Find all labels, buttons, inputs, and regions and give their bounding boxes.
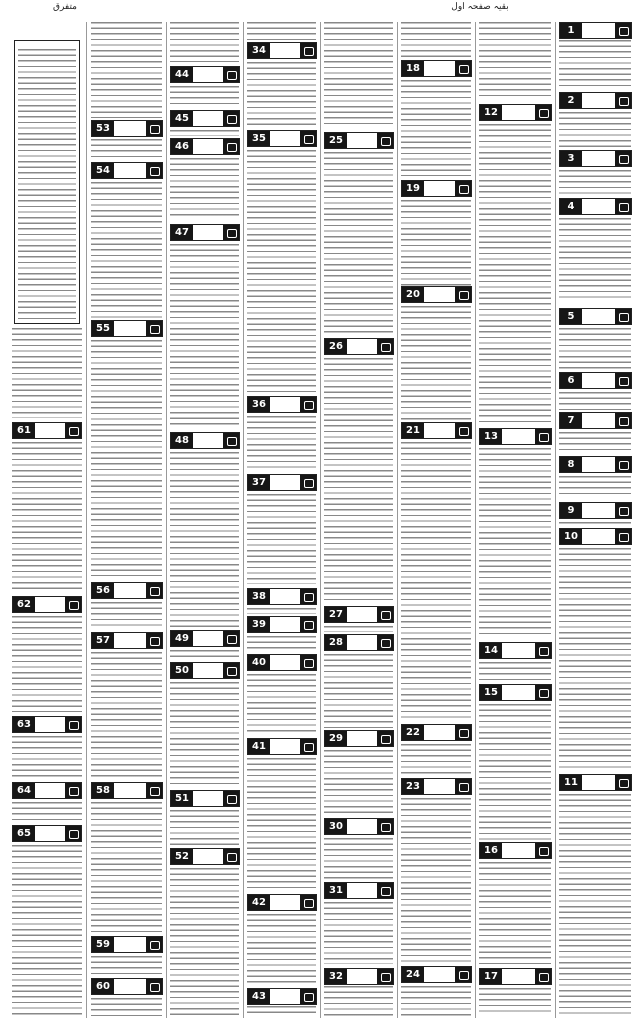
ad-number-badge [479, 428, 552, 445]
ad-number-badge [324, 606, 394, 623]
ad-number-badge [559, 456, 632, 473]
badge-icon [535, 105, 551, 120]
ad-number-badge [247, 894, 317, 911]
ad-number: 62 [13, 597, 35, 612]
badge-icon [455, 287, 471, 302]
badge-icon [300, 655, 316, 670]
column-rule [86, 22, 87, 1018]
badge-icon [223, 225, 239, 240]
ad-number-badge [170, 110, 240, 127]
badge-icon [146, 783, 162, 798]
ad-number: 37 [248, 475, 270, 490]
ad-number: 22 [402, 725, 424, 740]
article-text [12, 736, 82, 778]
article-text [170, 158, 239, 218]
ad-number: 64 [13, 783, 35, 798]
article-text [559, 392, 631, 410]
article-text [401, 798, 471, 964]
ad-number-badge [479, 104, 552, 121]
ad-number-badge [247, 588, 317, 605]
ad-number-badge [91, 782, 163, 799]
ad-number-badge [401, 778, 472, 795]
ad-number-badge [401, 180, 472, 197]
ad-number: 25 [325, 133, 347, 148]
ad-number-badge [91, 162, 163, 179]
ad-number: 60 [92, 979, 114, 994]
ad-number: 12 [480, 105, 502, 120]
ad-number-badge [479, 684, 552, 701]
article-text [559, 548, 631, 770]
column-4 [322, 22, 395, 1018]
ad-number-badge [247, 616, 317, 633]
article-text [479, 988, 551, 1016]
ad-number: 55 [92, 321, 114, 336]
article-text [91, 602, 162, 630]
ad-number-badge [559, 92, 632, 109]
ad-number-badge [170, 662, 240, 679]
ad-number-badge [559, 502, 632, 519]
column-rule [166, 22, 167, 1018]
article-text [91, 652, 162, 778]
ad-number: 54 [92, 163, 114, 178]
badge-icon [300, 739, 316, 754]
ad-number-badge [247, 396, 317, 413]
column-rule [243, 22, 244, 1018]
page-label-left: متفرق [52, 2, 78, 12]
column-rule [555, 22, 556, 1018]
ad-number: 23 [402, 779, 424, 794]
ad-number: 32 [325, 969, 347, 984]
badge-icon [377, 607, 393, 622]
ad-number-badge [324, 818, 394, 835]
article-text [559, 328, 631, 370]
article-text [18, 49, 76, 319]
ad-number: 36 [248, 397, 270, 412]
ad-number: 50 [171, 663, 193, 678]
article-text [401, 744, 471, 776]
article-text [170, 22, 239, 62]
ad-number-badge [247, 474, 317, 491]
ad-number: 16 [480, 843, 502, 858]
badge-icon [146, 163, 162, 178]
article-text [247, 758, 316, 890]
ad-number: 44 [171, 67, 193, 82]
article-text [247, 22, 316, 40]
ad-number-badge [559, 372, 632, 389]
article-text [12, 442, 82, 592]
badge-icon [223, 67, 239, 82]
article-text [324, 152, 393, 334]
ad-number-badge [247, 654, 317, 671]
column-7 [89, 22, 164, 1018]
article-text [170, 452, 239, 628]
badge-icon [300, 989, 316, 1004]
column-rule [320, 22, 321, 1018]
ad-number: 61 [13, 423, 35, 438]
ad-number: 40 [248, 655, 270, 670]
badge-icon [223, 433, 239, 448]
badge-icon [455, 61, 471, 76]
ad-number-badge [247, 988, 317, 1005]
article-text [170, 682, 239, 786]
article-text [170, 650, 239, 658]
ad-number: 58 [92, 783, 114, 798]
ad-number: 3 [560, 151, 582, 166]
ad-number-badge [91, 320, 163, 337]
ad-number-badge [559, 308, 632, 325]
article-text [479, 704, 551, 840]
badge-icon [146, 321, 162, 336]
badge-icon [615, 529, 631, 544]
ad-number-badge [12, 825, 82, 842]
article-text [91, 22, 162, 118]
ad-number-badge [170, 432, 240, 449]
ad-number-badge [401, 724, 472, 741]
article-text [170, 244, 239, 428]
badge-icon [615, 309, 631, 324]
ad-number: 41 [248, 739, 270, 754]
ad-number-badge [170, 66, 240, 83]
badge-icon [455, 725, 471, 740]
article-text [324, 358, 393, 604]
badge-icon [377, 731, 393, 746]
badge-icon [223, 139, 239, 154]
ad-number-badge [324, 634, 394, 651]
ad-number: 38 [248, 589, 270, 604]
ad-number-badge [559, 198, 632, 215]
ad-number-badge [559, 22, 632, 39]
ad-number: 51 [171, 791, 193, 806]
ad-number-badge [324, 730, 394, 747]
badge-icon [535, 843, 551, 858]
article-text [91, 998, 162, 1016]
badge-icon [146, 583, 162, 598]
article-text [559, 218, 631, 300]
badge-icon [300, 475, 316, 490]
ad-number: 10 [560, 529, 582, 544]
badge-icon [535, 685, 551, 700]
article-text [401, 442, 471, 722]
ad-number-badge [170, 138, 240, 155]
ad-number: 17 [480, 969, 502, 984]
badge-icon [223, 111, 239, 126]
badge-icon [223, 849, 239, 864]
article-text [170, 86, 239, 108]
article-text [479, 22, 551, 100]
badge-icon [223, 791, 239, 806]
article-text [479, 124, 551, 424]
ad-number: 24 [402, 967, 424, 982]
article-text [401, 22, 471, 58]
article-text [170, 868, 239, 1016]
ad-number-badge [12, 716, 82, 733]
ad-number: 48 [171, 433, 193, 448]
article-text [170, 130, 239, 136]
ad-number: 26 [325, 339, 347, 354]
ad-number: 59 [92, 937, 114, 952]
badge-icon [65, 783, 81, 798]
badge-icon [65, 826, 81, 841]
ad-number-badge [324, 338, 394, 355]
ad-number: 1 [560, 23, 582, 38]
ad-number: 56 [92, 583, 114, 598]
article-text [401, 200, 471, 286]
ad-number-badge [170, 224, 240, 241]
ad-number-badge [91, 632, 163, 649]
badge-icon [535, 643, 551, 658]
badge-icon [377, 969, 393, 984]
ad-number: 6 [560, 373, 582, 388]
ad-number: 34 [248, 43, 270, 58]
badge-icon [535, 429, 551, 444]
article-text [247, 608, 316, 614]
article-text [91, 802, 162, 932]
column-5 [245, 22, 318, 1018]
article-text [247, 62, 316, 128]
article-text [247, 494, 316, 584]
ad-number: 35 [248, 131, 270, 146]
info-box [14, 40, 80, 324]
ad-number: 65 [13, 826, 35, 841]
article-text [559, 112, 631, 148]
ad-number: 7 [560, 413, 582, 428]
ad-number: 57 [92, 633, 114, 648]
ad-number-badge [12, 422, 82, 439]
badge-icon [455, 779, 471, 794]
badge-icon [535, 969, 551, 984]
article-text [401, 80, 471, 176]
ad-number: 45 [171, 111, 193, 126]
ad-number-badge [91, 978, 163, 995]
article-text [91, 956, 162, 976]
badge-icon [615, 373, 631, 388]
article-text [559, 522, 631, 526]
ad-number-badge [559, 150, 632, 167]
ad-number: 11 [560, 775, 582, 790]
ad-number: 13 [480, 429, 502, 444]
column-2 [477, 22, 553, 1018]
ad-number-badge [559, 528, 632, 545]
ad-number: 47 [171, 225, 193, 240]
ad-number-badge [247, 130, 317, 147]
badge-icon [65, 423, 81, 438]
badge-icon [377, 133, 393, 148]
ad-number: 31 [325, 883, 347, 898]
badge-icon [615, 503, 631, 518]
badge-icon [455, 423, 471, 438]
ad-number: 9 [560, 503, 582, 518]
badge-icon [377, 339, 393, 354]
badge-icon [300, 397, 316, 412]
column-rule [397, 22, 398, 1018]
badge-icon [146, 979, 162, 994]
ad-number-badge [247, 738, 317, 755]
ad-number: 29 [325, 731, 347, 746]
article-text [324, 750, 393, 814]
badge-icon [377, 883, 393, 898]
badge-icon [455, 181, 471, 196]
article-text [324, 902, 393, 964]
ad-number-badge [91, 582, 163, 599]
ad-number: 18 [402, 61, 424, 76]
ad-number-badge [12, 782, 82, 799]
article-text [12, 802, 82, 822]
ad-number: 52 [171, 849, 193, 864]
badge-icon [615, 457, 631, 472]
column-3 [399, 22, 473, 1018]
article-text [12, 616, 82, 712]
article-text [12, 328, 82, 418]
badge-icon [615, 151, 631, 166]
badge-icon [615, 199, 631, 214]
article-text [324, 626, 393, 632]
article-text [324, 22, 393, 128]
ad-number: 20 [402, 287, 424, 302]
column-6 [168, 22, 241, 1018]
ad-number: 46 [171, 139, 193, 154]
ad-number: 49 [171, 631, 193, 646]
badge-icon [615, 93, 631, 108]
ad-number-badge [324, 882, 394, 899]
article-text [170, 810, 239, 846]
article-text [479, 862, 551, 964]
ad-number-badge [324, 132, 394, 149]
badge-icon [300, 43, 316, 58]
ad-number-badge [559, 774, 632, 791]
article-text [91, 139, 162, 159]
ad-number: 2 [560, 93, 582, 108]
ad-number-badge [12, 596, 82, 613]
ad-number: 28 [325, 635, 347, 650]
ad-number-badge [479, 642, 552, 659]
ad-number-badge [170, 790, 240, 807]
article-text [91, 340, 162, 576]
ad-number-badge [170, 848, 240, 865]
badge-icon [146, 633, 162, 648]
article-text [247, 674, 316, 734]
article-text [401, 306, 471, 420]
badge-icon [300, 895, 316, 910]
ad-number: 14 [480, 643, 502, 658]
column-8 [10, 22, 84, 1018]
ad-number: 30 [325, 819, 347, 834]
ad-number: 21 [402, 423, 424, 438]
ad-number-badge [91, 936, 163, 953]
badge-icon [146, 121, 162, 136]
column-rule [475, 22, 476, 1018]
ad-number: 39 [248, 617, 270, 632]
article-text [247, 914, 316, 986]
article-text [479, 662, 551, 682]
ad-number-badge [170, 630, 240, 647]
article-text [559, 432, 631, 452]
article-text [324, 838, 393, 880]
badge-icon [377, 635, 393, 650]
ad-number: 42 [248, 895, 270, 910]
ad-number: 4 [560, 199, 582, 214]
ad-number-badge [401, 422, 472, 439]
badge-icon [223, 631, 239, 646]
badge-icon [300, 617, 316, 632]
badge-icon [455, 967, 471, 982]
ad-number: 8 [560, 457, 582, 472]
ad-number: 15 [480, 685, 502, 700]
ad-number-badge [324, 968, 394, 985]
article-text [247, 416, 316, 470]
article-text [247, 1006, 316, 1016]
article-text [91, 182, 162, 318]
ad-number-badge [559, 412, 632, 429]
article-text [559, 476, 631, 498]
badge-icon [300, 131, 316, 146]
article-text [559, 40, 631, 90]
badge-icon [65, 717, 81, 732]
badge-icon [223, 663, 239, 678]
article-text [12, 845, 82, 1015]
ad-number-badge [479, 842, 552, 859]
ad-number: 19 [402, 181, 424, 196]
ad-number-badge [401, 60, 472, 77]
badge-icon [300, 589, 316, 604]
badge-icon [615, 775, 631, 790]
article-text [247, 636, 316, 650]
ad-number: 63 [13, 717, 35, 732]
ad-number: 5 [560, 309, 582, 324]
badge-icon [146, 937, 162, 952]
article-text [247, 150, 316, 394]
article-text [559, 170, 631, 196]
article-text [479, 448, 551, 638]
article-text [324, 654, 393, 728]
page-label-right: بقیہ صفحہ اول [451, 2, 509, 12]
ad-number-badge [247, 42, 317, 59]
column-1 [557, 22, 633, 1018]
badge-icon [65, 597, 81, 612]
article-text [559, 794, 631, 1016]
article-text [324, 986, 393, 1016]
article-text [401, 986, 471, 1016]
ad-number-badge [401, 966, 472, 983]
badge-icon [615, 23, 631, 38]
badge-icon [615, 413, 631, 428]
ad-number: 43 [248, 989, 270, 1004]
badge-icon [377, 819, 393, 834]
ad-number: 53 [92, 121, 114, 136]
ad-number: 27 [325, 607, 347, 622]
ad-number-badge [401, 286, 472, 303]
ad-number-badge [479, 968, 552, 985]
ad-number-badge [91, 120, 163, 137]
